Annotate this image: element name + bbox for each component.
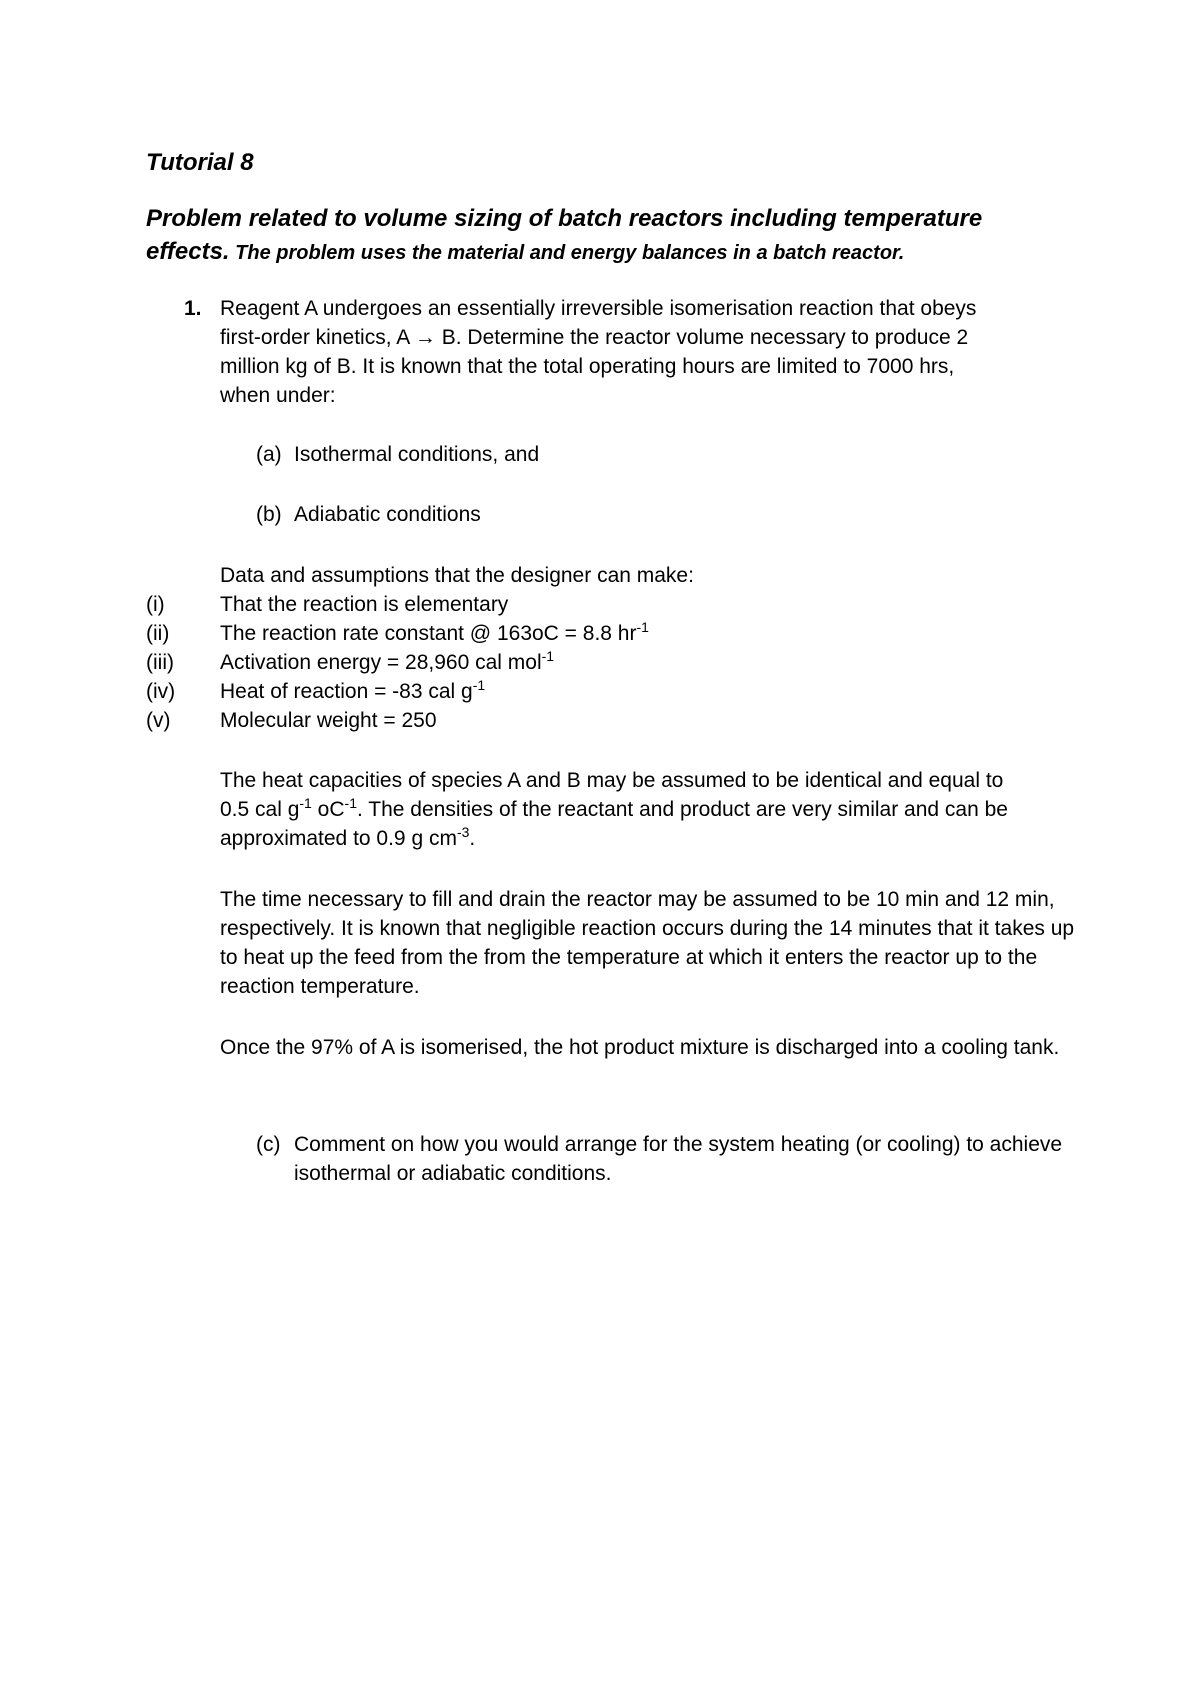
hc-text: oC <box>311 798 345 821</box>
part-a <box>256 440 539 469</box>
heat-capacity-line-2 <box>220 795 1090 824</box>
heading-line-1: Problem related to volume sizing of batch reactors including temperature <box>146 205 983 232</box>
heat-capacity-line-1: The heat capacities of species A and B may be assumed to be identical and equal to <box>220 769 1004 792</box>
question-number: 1. <box>184 297 202 320</box>
assumption-label: (ii) <box>146 622 170 645</box>
problem-heading <box>146 202 1076 269</box>
assumption-item <box>146 590 508 619</box>
assumption-text: Molecular weight = 250 <box>220 709 437 732</box>
assumption-item <box>146 677 485 706</box>
part-b <box>256 500 481 529</box>
assumption-label: (iv) <box>146 680 176 703</box>
heat-capacity-line-3 <box>220 824 1090 853</box>
part-b-text: Adiabatic conditions <box>294 503 481 526</box>
assumption-sup: -1 <box>636 619 649 635</box>
data-intro: Data and assumptions that the designer can make: <box>220 564 694 587</box>
assumption-label: (iii) <box>146 651 174 674</box>
assumption-sup: -1 <box>541 648 555 664</box>
assumption-text: Heat of reaction = -83 cal g <box>220 680 473 703</box>
document-title: Tutorial 8 <box>146 149 254 176</box>
part-a-text: Isothermal conditions, and <box>294 443 540 466</box>
assumption-text: That the reaction is elementary <box>220 593 509 616</box>
hc-text: 0.5 cal g <box>220 798 300 821</box>
assumption-item <box>146 706 437 735</box>
assumption-sup: -1 <box>472 677 486 693</box>
assumption-label: (v) <box>146 709 171 732</box>
part-c-label: (c) <box>256 1133 281 1156</box>
question-text: Reagent A undergoes an essentially irreversible isomerisation reaction that obeys first-order kinetics, A → B. Determine the reactor volume necessary to produce 2 million kg of B. It is known that the total operating hours are limited to 7000 hrs, when under: <box>220 297 977 407</box>
part-a-label: (a) <box>256 443 282 466</box>
discharge-paragraph: Once the 97% of A is isomerised, the hot product mixture is discharged into a cooling tank. <box>220 1036 1060 1059</box>
heading-line-2 <box>146 236 1076 269</box>
part-b-label: (b) <box>256 503 282 526</box>
heat-capacity-paragraph <box>220 766 1090 853</box>
assumption-item <box>146 648 554 677</box>
assumption-item <box>146 619 649 648</box>
hc-sup: -3 <box>456 824 470 840</box>
hc-sup: -1 <box>299 795 312 811</box>
hc-sup: -1 <box>344 795 357 811</box>
part-c-text: Comment on how you would arrange for the system heating (or cooling) to achieve isothermal or adiabatic conditions. <box>294 1133 1063 1185</box>
fill-drain-paragraph: The time necessary to fill and drain the reactor may be assumed to be 10 min and 12 min, respectively. It is known that negligible reaction occurs during the 14 minutes that it takes up to heat up the feed from the from the temperature at which it enters the reactor up to the reaction temperature. <box>220 888 1075 998</box>
assumption-text: Activation energy = 28,960 cal mol <box>220 651 542 674</box>
heading-line-2-rest: The problem uses the material and energy balances in a batch reactor. <box>229 242 905 264</box>
hc-text: . The densities of the reactant and product are very similar and can be <box>356 798 1008 821</box>
heading-line-2-lead: effects. <box>146 238 230 265</box>
hc-text: . <box>469 827 476 850</box>
hc-text: approximated to 0.9 g cm <box>220 827 457 850</box>
assumption-label: (i) <box>146 593 165 616</box>
assumption-text: The reaction rate constant @ 163oC = 8.8 hr <box>220 622 637 645</box>
